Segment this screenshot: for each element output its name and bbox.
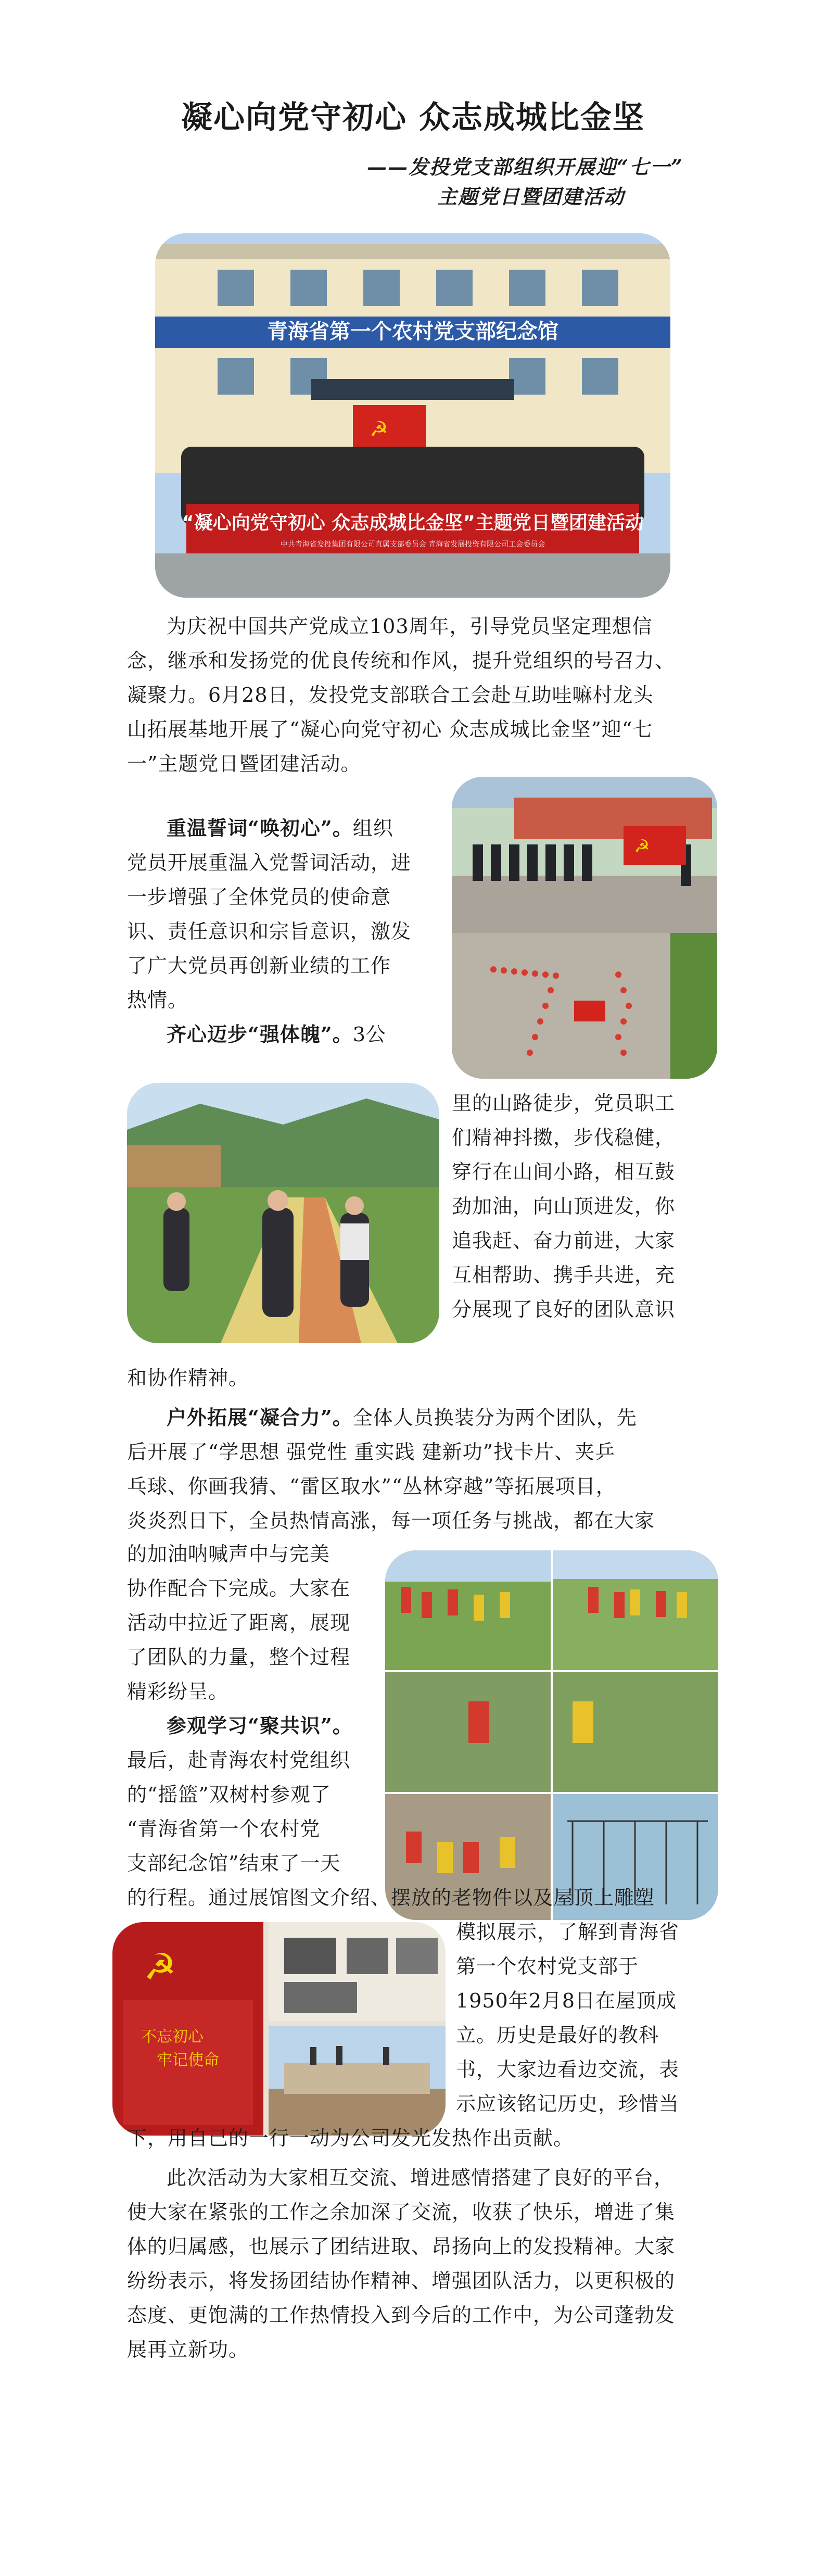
outdoor-lead: 户外拓展“凝合力”。 bbox=[167, 1406, 353, 1429]
svg-text:☭: ☭ bbox=[634, 836, 650, 857]
walk-paragraph-end: 和协作精神。 bbox=[127, 1367, 249, 1390]
visit-lead: 参观学习“聚共识”。 bbox=[167, 1714, 353, 1737]
group-photo-memorial-hall bbox=[155, 233, 670, 598]
closing-paragraph: 此次活动为大家相互交流、增进感情搭建了良好的平台， 使大家在紧张的工作之余加深了交流，收获了快乐，增进了集 体的归属感，也展示了团结进取、昂扬向上的发投精神。大家 纷纷表示，将发扬团结协作精神、增强团队活力，以更积极的 态度、更饱满的工作热情投入到今后的工作中，为公司蓬勃发 展再立新功。 bbox=[127, 2166, 676, 2361]
hiking-photo bbox=[127, 1083, 439, 1343]
subtitle-line-1: ——发投党支部组织开展迎“七一” bbox=[367, 155, 683, 179]
visit-paragraph-end: 下，用自己的一行一动为公司发光发热作出贡献。 bbox=[127, 2127, 574, 2150]
memorial-exhibit-photo bbox=[112, 1922, 446, 2136]
outdoor-paragraph: 户外拓展“凝合力”。全体人员换装分为两个团队，先 后开展了“学思想 强党性 重实践 建新功”找卡片、夹乒 乓球、你画我猜、“雷区取水”“丛林穿越”等拓展项目， 炎炎烈日下，全员热情高涨，每一项任务与挑战，都在大家 bbox=[127, 1406, 655, 1532]
intro-paragraph: 为庆祝中国共产党成立103周年，引导党员坚定理想信 念，继承和发扬党的优良传统和作风，提升党组织的号召力、 凝聚力。6月28日，发投党支部联合工会赴互助哇嘛村龙头 山拓展基地开展了“凝心向党守初心 众志成城比金坚”迎“七 一”主题党日暨团建活动。 bbox=[127, 615, 676, 775]
subtitle-line-2: 主题党日暨团建活动 bbox=[437, 185, 625, 208]
oath-lead: 重温誓词“唤初心”。 bbox=[167, 816, 353, 840]
walk-paragraph-right: 里的山路徒步，党员职工 们精神抖擞，步伐稳健， 穿行在山间小路，相互鼓 劲加油，向山顶进发，你 追我赶、奋力前进，大家 互相帮助、携手共进，充 分展现了良好的团队意识 bbox=[452, 1092, 676, 1321]
walk-lead: 齐心迈步“强体魄”。 bbox=[167, 1022, 353, 1046]
banner-small-text: 中共青海省发投集团有限公司直属支部委员会 青海省发展投资有限公司工会委员会 bbox=[280, 540, 545, 549]
outdoor-paragraph-left: 的加油呐喊声中与完美 协作配合下完成。大家在 活动中拉近了距离，展现 了团队的力量，整个过程 精彩纷呈。 bbox=[127, 1543, 351, 1703]
visit-paragraph-right: 模拟展示，了解到青海省 第一个农村党支部于 1950年2月8日在屋顶成 立。历史是最好的教科 书，大家边看边交流，表 示应该铭记历史，珍惜当 bbox=[456, 1921, 680, 2115]
page-title: 凝心向党守初心 众志成城比金坚 bbox=[181, 99, 645, 136]
exhibit-text-1: 不忘初心 bbox=[141, 2028, 204, 2046]
exhibit-text-2: 牢记使命 bbox=[157, 2051, 219, 2069]
svg-text:☭: ☭ bbox=[144, 1946, 176, 1988]
visit-paragraph-wide: 的行程。通过展馆图文介绍、摆放的老物件以及屋顶上雕塑 bbox=[127, 1886, 655, 1909]
walk-paragraph: 齐心迈步“强体魄”。3公 bbox=[167, 1022, 386, 1046]
svg-text:☭: ☭ bbox=[370, 418, 388, 441]
oath-paragraph: 重温誓词“唤初心”。组织 党员开展重温入党誓词活动，进 一步增强了全体党员的使命意 识、责任意识和宗旨意识，激发 了广大党员再创新业绩的工作 热情。 bbox=[127, 816, 412, 1012]
building-sign-text: 青海省第一个农村党支部纪念馆 bbox=[267, 320, 558, 344]
banner-text: “凝心向党守初心 众志成城比金坚”主题党日暨团建活动 bbox=[182, 512, 644, 534]
visit-paragraph: 参观学习“聚共识”。 最后，赴青海农村党组织 的“摇篮”双树村参观了 “青海省第一个农村党 支部纪念馆”结束了一天 bbox=[127, 1714, 353, 1875]
team-activities-collage bbox=[385, 1550, 718, 1920]
